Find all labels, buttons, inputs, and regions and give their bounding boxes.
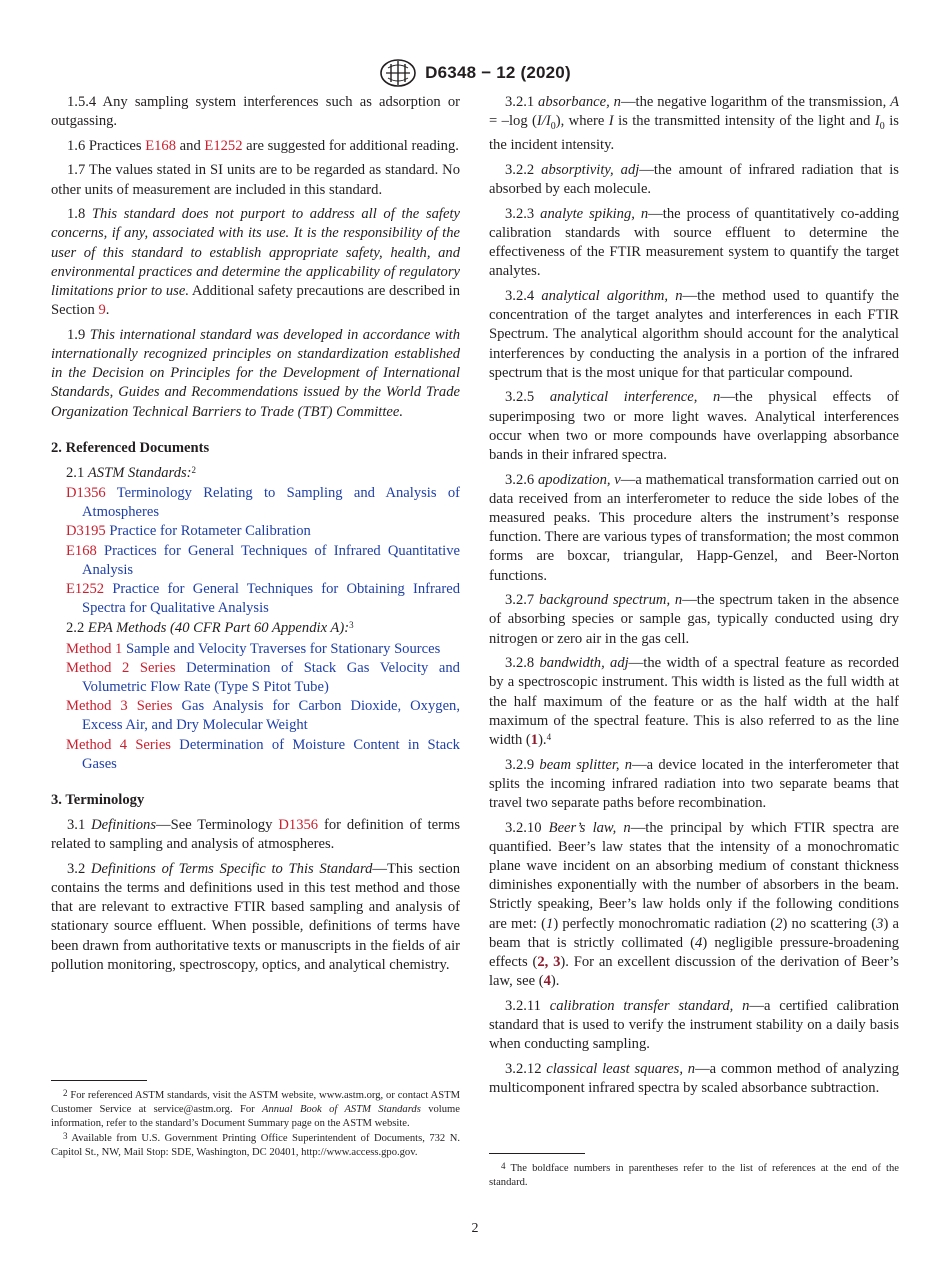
footnote-4: $^4$ The boldface numbers in parentheses refer to the list of references at the end of the standard.	[489, 1161, 899, 1189]
footnote-divider	[489, 1153, 585, 1154]
para-1-7: 1.7 The values stated in SI units are to be regarded as standard. No other units of measurement are included in this standard.	[51, 162, 460, 198]
para-2-1: 2.1 ASTM Standards:$^2$	[66, 464, 197, 481]
section-heading-referenced-documents: 2. Referenced Documents	[51, 439, 210, 456]
left-column	[51, 93, 460, 980]
term-3-2-12: 3.2.12 classical least squares, n—a common method of analyzing multicomponent infrared spectra by scaled absorbance subtraction.	[489, 1060, 899, 1096]
citation-link-1[interactable]: 1	[530, 731, 539, 748]
citation-link-4[interactable]: 4	[543, 973, 551, 990]
citation-link-2[interactable]: 2	[537, 953, 545, 970]
document-title: D6348 − 12 (2020)	[425, 63, 571, 82]
term-3-2-11: 3.2.11 calibration transfer standard, n—a certified calibration standard that is used to verify the instrument stability on a daily basis when conducting sampling.	[489, 997, 900, 1053]
term-3-2-8: 3.2.8 bandwidth, adj—the width of a spectral feature as recorded by a spectroscopic instrument. This width is listed as the full width at the half maximum of the feature or as the half width at the half maximum of the spectral feature. This is also referred to as the line width (1).$^4$	[489, 655, 899, 748]
para-2-2: 2.2 EPA Methods (40 CFR Part 60 Appendix A):$^3$	[66, 620, 354, 637]
reference-item[interactable]: Method 3 Series Gas Analysis for Carbon Dioxide, Oxygen, Excess Air, and Dry Molecular Weight	[66, 698, 460, 734]
term-3-2-7: 3.2.7 background spectrum, n—the spectrum taken in the absence of absorbing species or sample gas, typically conducted using dry nitrogen or zero air in the gas cell.	[489, 592, 900, 647]
footnote-2: $^2$ For referenced ASTM standards, visit the ASTM website, www.astm.org, or contact ASTM Customer Service at service@astm.org. For Annual Book of ASTM Standards volume information, refer to the standard’s Document Summary page on the ASTM website.	[51, 1088, 460, 1130]
page-number: 2	[471, 1221, 479, 1236]
reference-item[interactable]: Method 2 Series Determination of Stack Gas Velocity and Volumetric Flow Rate (Type S Pitot Tube)	[66, 659, 460, 696]
para-1-8: 1.8 This standard does not purport to address all of the safety concerns, if any, associated with its use. It is the responsibility of the user of this standard to establish appropriate safety, health, and environmental practices and determine the applicability of regulatory limitations prior to use. Additional safety precautions are described in Section 9.	[51, 206, 460, 319]
reference-item[interactable]: D3195 Practice for Rotameter Calibration	[66, 523, 311, 540]
page-header	[0, 58, 950, 88]
term-3-2-9: 3.2.9 beam splitter, n—a device located in the interferometer that splits the incoming infrared radiation into two separate beams that travel two separate paths before recombination.	[489, 756, 900, 811]
para-1-5-4: 1.5.4 Any sampling system interferences such as adsorption or outgassing.	[51, 94, 460, 130]
para-1-6: 1.6 Practices E168 and E1252 are suggested for additional reading.	[67, 137, 459, 154]
term-3-2-1: 3.2.1 absorbance, n—the negative logarithm of the transmission, A = –log $(I/I_0)$, where I is the transmitted intensity of the light and $I_0$ is the incident intensity.	[489, 94, 899, 154]
link-d1356[interactable]: D1356	[278, 817, 319, 834]
astm-reference-list	[51, 484, 460, 618]
term-3-2-6: 3.2.6 apodization, v—a mathematical transformation carried out on data received from an interferometer to reduce the side lobes of the measured peaks. This procedure alters the instrument’s response function. There are various types of transformation; the most common forms are boxcar, triangular, Happ-Genzel, and Beer-Norton functions.	[489, 471, 899, 584]
para-3-2: 3.2 Definitions of Terms Specific to This Standard—This section contains the terms and definitions used in this test method and those that are relevant to extractive FTIR based sampling and analysis of stationary source effluent. When possible, definitions of terms have been drawn from authoritative texts or manuscripts in the fields of air pollution monitoring, spectroscopy, optics, and analytical chemistry.	[51, 860, 461, 973]
right-footnotes	[489, 1162, 899, 1190]
reference-item[interactable]: D1356 Terminology Relating to Sampling and Analysis of Atmospheres	[66, 485, 461, 521]
term-3-2-5: 3.2.5 analytical interference, n—the physical effects of superimposing two or more light waves. Analytical interferences occur when two or more compounds have overlapping absorbance bands in their infrared spectra.	[489, 389, 899, 463]
para-1-9: 1.9 This international standard was developed in accordance with internationally recognized principles on standardization established in the Decision on Principles for the Development of International Standards, Guides and Recommendations issued by the World Trade Organization Technical Barriers to Trade (TBT) Committee.	[51, 326, 461, 420]
reference-item[interactable]: Method 4 Series Determination of Moisture Content in Stack Gases	[66, 736, 460, 772]
footnote-divider	[51, 1080, 147, 1081]
term-3-2-2: 3.2.2 absorptivity, adj—the amount of infrared radiation that is absorbed by each molecule.	[489, 161, 899, 198]
term-3-2-4: 3.2.4 analytical algorithm, n—the method used to quantify the concentration of the target analytes and interferences in each FTIR Spectrum. The analytical algorithm should account for the analytical interferences by conducting the analysis in a portion of the infrared spectrum that is the most unique for that particular compound.	[489, 287, 899, 381]
link-e1252[interactable]: E1252	[204, 137, 243, 154]
para-3-1: 3.1 Definitions—See Terminology D1356 for definition of terms related to sampling and analysis of atmospheres.	[51, 817, 460, 853]
link-e168[interactable]: E168	[145, 137, 177, 154]
astm-logo-icon	[379, 58, 417, 88]
reference-item[interactable]: Method 1 Sample and Velocity Traverses for Stationary Sources	[66, 640, 441, 657]
right-column	[489, 93, 899, 1104]
left-footnotes	[51, 1089, 460, 1160]
term-3-2-10: 3.2.10 Beer’s law, n—the principal by which FTIR spectra are quantified. Beer’s law states that the intensity of a monochromatic plane wave incident on an absorbing medium of constant thickness diminishes exponentially with the number of absorbers in the beam. Strictly speaking, Beer’s law holds only if the following conditions are met: (1) perfectly monochromatic radiation (2) no scattering (3) a beam that is strictly collimated (4) negligible pressure-broadening effects (2, 3). For an excellent discussion of the derivation of Beer’s law, see (4).	[489, 819, 900, 990]
link-section-9[interactable]: 9	[98, 302, 106, 319]
term-3-2-3: 3.2.3 analyte spiking, n—the process of quantitatively co-adding calibration standards with source effluent to determine the effectiveness of the FTIR measurement system to quantify the target analytes.	[489, 205, 899, 280]
reference-item[interactable]: E168 Practices for General Techniques of Infrared Quantitative Analysis	[66, 542, 460, 578]
reference-item[interactable]: E1252 Practice for General Techniques for Obtaining Infrared Spectra for Qualitative Analysis	[66, 581, 460, 617]
footnote-3: $^3$ Available from U.S. Government Printing Office Superintendent of Documents, 732 N. Capitol St., NW, Mail Stop: SDE, Washington, DC 20401, http://www.access.gpo.gov.	[51, 1130, 460, 1158]
epa-reference-list	[51, 640, 460, 774]
citation-link-3[interactable]: 3	[553, 953, 561, 970]
section-heading-terminology: 3. Terminology	[51, 792, 145, 809]
